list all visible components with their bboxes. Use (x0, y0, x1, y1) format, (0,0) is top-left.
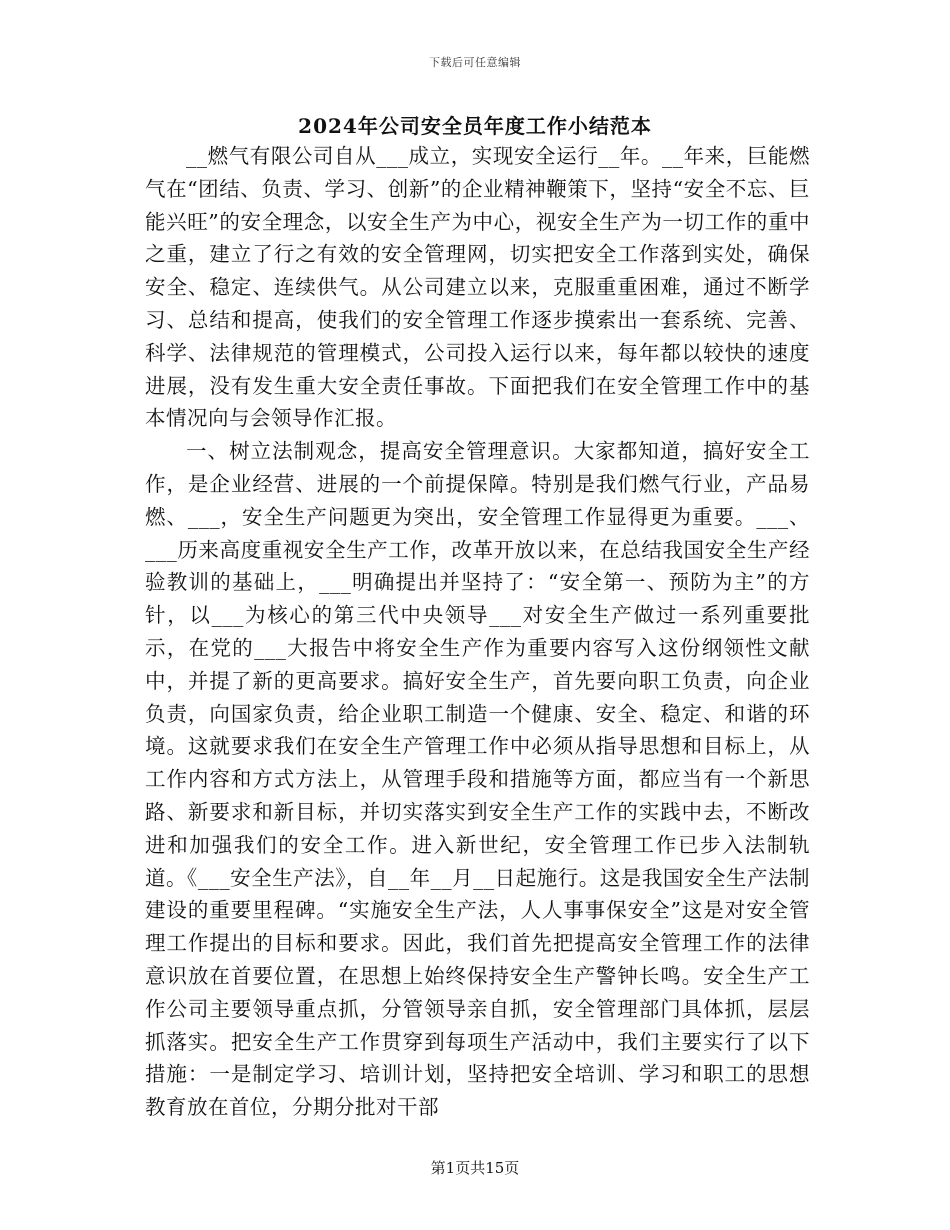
download-note: 下载后可任意编辑 (429, 56, 521, 69)
page-number: 第1页共15页 (430, 1159, 520, 1177)
paragraph-intro: __燃气有限公司自从___成立，实现安全运行__年。__年来，巨能燃气在“团结、负责、学习、创新”的企业精神鞭策下，坚持“安全不忘、巨能兴旺”的安全理念，以安全生产为中心，视安全生产为一切工作的重中之重，建立了行之有效的安全管理网，切实把安全工作落到实处，确保安全、稳定、连续供气。从公司建立以来，克服重重困难，通过不断学习、总结和提高，使我们的安全管理工作逐步摸索出一套系统、完善、科学、法律规范的管理模式，公司投入运行以来，每年都以较快的速度进展，没有发生重大安全责任事故。下面把我们在安全管理工作中的基本情况向与会领导作汇报。 (145, 144, 810, 431)
paragraph-section-1: 一、树立法制观念，提高安全管理意识。大家都知道，搞好安全工作，是企业经营、进展的一个前提保障。特别是我们燃气行业，产品易燃、___，安全生产问题更为突出，安全管理工作显得更为重要。___、___历来高度重视安全生产工作，改革开放以来，在总结我国安全生产经验教训的基础上，___明确提出并坚持了：“安全第一、预防为主”的方针，以___为核心的第三代中央领导___对安全生产做过一系列重要批示，在党的___大报告中将安全生产作为重要内容写入这份纲领性文献中，并提了新的更高要求。搞好安全生产，首先要向职工负责，向企业负责，向国家负责，给企业职工制造一个健康、安全、稳定、和谐的环境。这就要求我们在安全生产管理工作中必须从指导思想和目标上，从工作内容和方式方法上，从管理手段和措施等方面，都应当有一个新思路、新要求和新目标，并切实落实到安全生产工作的实践中去，不断改进和加强我们的安全工作。进入新世纪，安全管理工作已步入法制轨道。《___安全生产法》，自__年__月__日起施行。这是我国安全生产法制建设的重要里程碑。“实施安全生产法，人人事事保安全”这是对安全管理工作提出的目标和要求。因此，我们首先把提高安全管理工作的法律意识放在首要位置，在思想上始终保持安全生产警钟长鸣。安全生产工作公司主要领导重点抓，分管领导亲自抓，安全管理部门具体抓，层层抓落实。把安全生产工作贯穿到每项生产活动中，我们主要实行了以下措施：一是制定学习、培训计划，坚持把安全培训、学习和职工的思想教育放在首位，分期分批对干部 (145, 439, 810, 1120)
document-body (145, 140, 810, 1124)
document-title: 2024年公司安全员年度工作小结范本 (298, 114, 652, 138)
